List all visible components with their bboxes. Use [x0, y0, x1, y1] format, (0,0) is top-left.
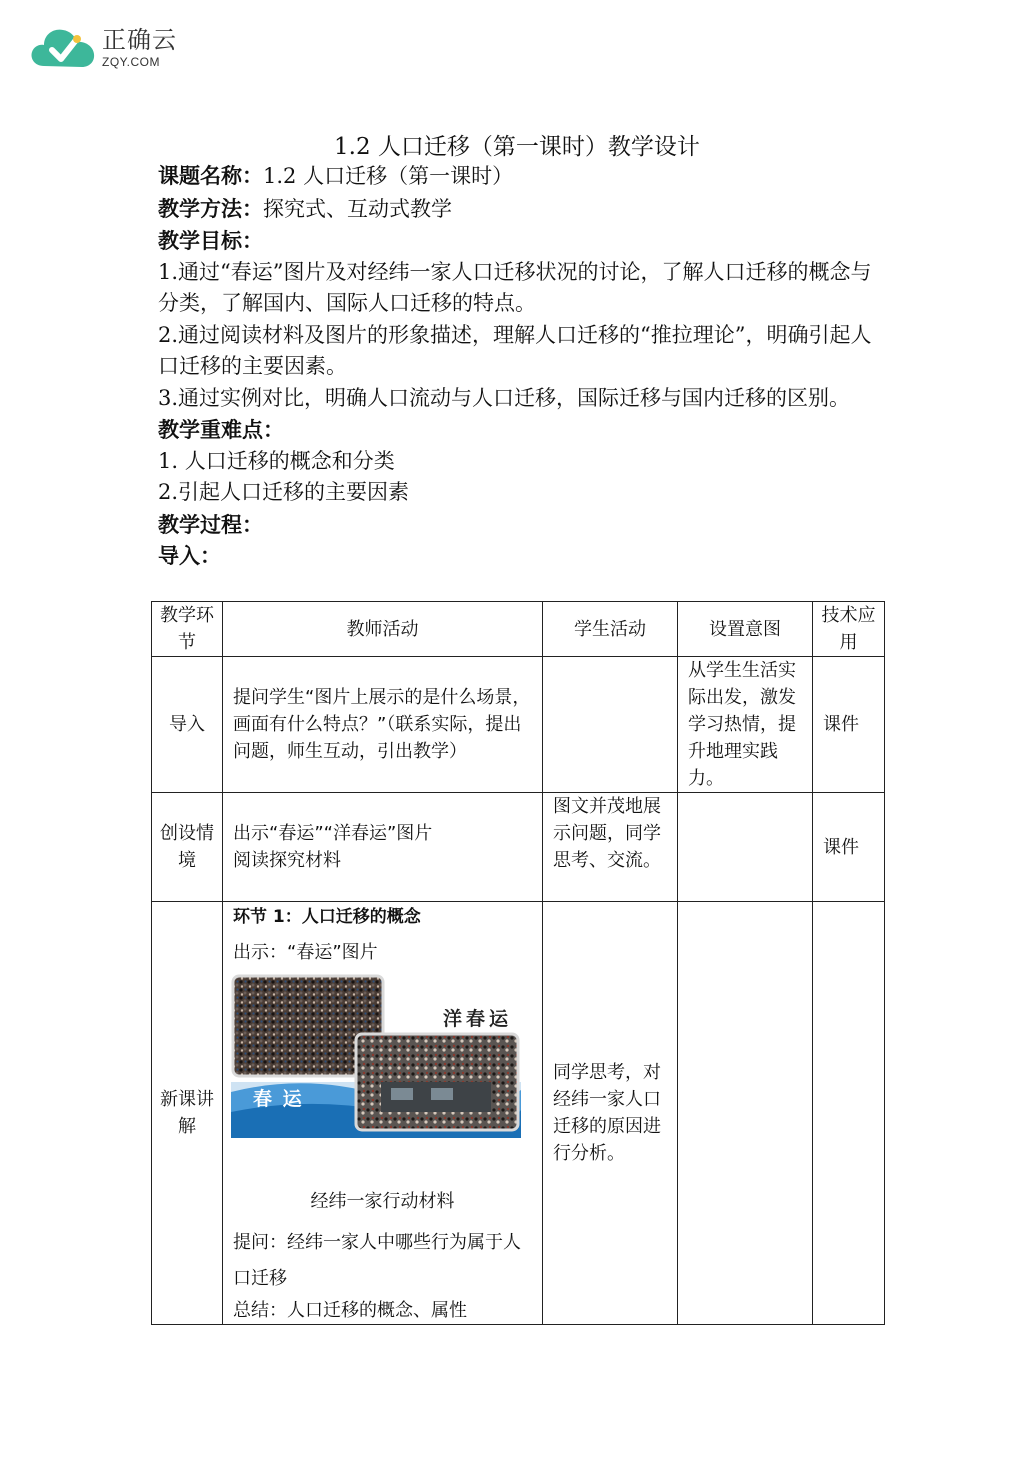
intro-label: 导入： [158, 543, 221, 568]
topic-value: 1.2 人口迁移（第一课时） [263, 164, 514, 188]
topic-label: 课题名称： [158, 163, 263, 188]
table-row [152, 902, 885, 1325]
brand-name-cn: 正确云 [102, 26, 177, 54]
cell-teacher [223, 793, 543, 902]
cell-tech [813, 902, 885, 1325]
image-label-top-right: 洋春运 [443, 1008, 513, 1030]
cloud-check-icon [30, 22, 96, 74]
header-purpose: 设置意图 [678, 602, 813, 657]
goal-item: 2.通过阅读材料及图片的形象描述，理解人口迁移的“推拉理论”，明确引起人口迁移的主要因素。 [158, 322, 872, 378]
cell-stage: 导入 [152, 657, 223, 793]
cell-stage: 新课讲解 [152, 902, 223, 1325]
brand-logo [30, 22, 177, 74]
key-point-item: 1. 人口迁移的概念和分类 [158, 448, 395, 473]
show-text: 出示：“春运”图片 [233, 942, 378, 963]
cell-student [543, 657, 678, 793]
table-row [152, 657, 885, 793]
method-line [158, 193, 878, 226]
brand-name-en: ZQY.COM [102, 55, 160, 69]
table-header-row [152, 602, 885, 657]
goals-label: 教学目标： [158, 228, 263, 253]
header-stage: 教学环节 [152, 602, 223, 657]
question-text: 提问：经纬一家人中哪些行为属于人口迁移 [233, 1232, 521, 1289]
cell-teacher [223, 902, 543, 1325]
cell-student: 同学思考，对经纬一家人口迁移的原因进行分析。 [543, 902, 678, 1325]
cell-teacher: 提问学生“图片上展示的是什么场景，画面有什么特点？”（联系实际，提出问题，师生互动，引出教学） [223, 657, 543, 793]
cell-tech: 课件 [813, 657, 885, 793]
key-points-label: 教学重难点： [158, 417, 284, 442]
table-row [152, 793, 885, 902]
image-label-bottom-left: 春 运 [253, 1088, 304, 1110]
process-label: 教学过程： [158, 511, 263, 537]
cell-stage: 创设情境 [152, 793, 223, 902]
goal-item: 3.通过实例对比，明确人口流动与人口迁移，国际迁移与国内迁移的区别。 [158, 385, 851, 410]
lesson-table [151, 601, 885, 1325]
goal-item: 1.通过“春运”图片及对经纬一家人口迁移状况的讨论，了解人口迁移的概念与分类，了解国内、国际人口迁移的特点。 [158, 259, 872, 315]
document-title: 1.2 人口迁移（第一课时）教学设计 [334, 134, 700, 160]
cell-purpose [678, 793, 813, 902]
cell-student: 图文并茂地展示问题，同学思考、交流。 [543, 793, 678, 902]
teacher-line: 出示“春运”“洋春运”图片 [233, 823, 433, 844]
topic-line [158, 160, 878, 193]
method-label: 教学方法： [158, 195, 263, 221]
crowd-photo-illustration [231, 972, 521, 1138]
teacher-line: 阅读探究材料 [233, 850, 341, 871]
spring-festival-travel-photo [231, 972, 521, 1138]
cell-purpose [678, 902, 813, 1325]
step-title: 环节 1：人口迁移的概念 [233, 907, 421, 927]
document-body [158, 160, 878, 572]
cell-purpose: 从学生生活实际出发，激发学习热情，提升地理实践力。 [678, 657, 813, 793]
summary-text: 总结：人口迁移的概念、属性 [233, 1300, 467, 1321]
header-teacher: 教师活动 [223, 602, 543, 657]
cell-tech: 课件 [813, 793, 885, 902]
material-caption: 经纬一家行动材料 [310, 1191, 455, 1212]
header-student: 学生活动 [543, 602, 678, 657]
method-value: 探究式、互动式教学 [263, 196, 452, 221]
key-point-item: 2.引起人口迁移的主要因素 [158, 480, 410, 504]
header-tech: 技术应用 [813, 602, 885, 657]
